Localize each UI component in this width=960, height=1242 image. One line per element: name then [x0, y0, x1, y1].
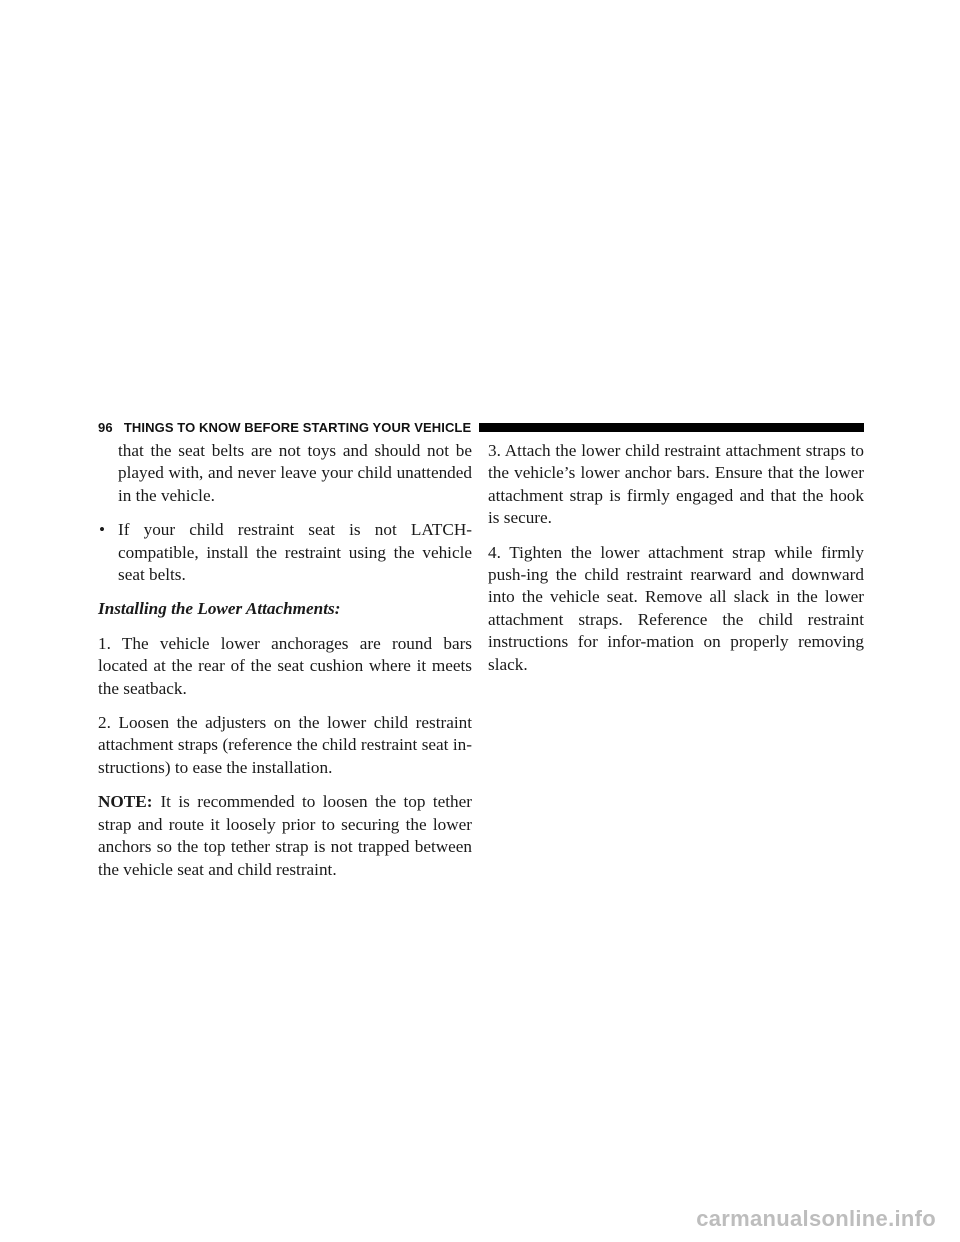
- page-number: 96: [98, 419, 113, 435]
- note-label: NOTE:: [98, 792, 153, 812]
- bullet-text: If your child restraint seat is not LATCH-compatible, install the restraint using the vehicle seat belts.: [118, 520, 472, 585]
- section-title: THINGS TO KNOW BEFORE STARTING YOUR VEHICLE: [123, 419, 472, 435]
- note-text: It is recommended to loosen the top tether strap and route it loosely prior to securing the lower anchors so the top tether strap is not trapped between the vehicle seat and child restraint.: [98, 792, 472, 879]
- subheading: Installing the Lower Attachments:: [98, 599, 341, 619]
- left-column: [98, 440, 472, 893]
- bullet-icon: •: [99, 520, 106, 540]
- note-paragraph: [98, 791, 472, 881]
- step-3-paragraph: 3. Attach the lower child restraint attachment straps to the vehicle’s lower anchor bars. Ensure that the lower attachment strap is firmly engaged and that the hook is secure.: [488, 441, 864, 528]
- step-4-paragraph: 4. Tighten the lower attachment strap while firmly push-ing the child restraint rearward and downward into the vehicle seat. Remove all slack in the lower attachment straps. Reference the child restraint instructions for infor-mation on properly removing slack.: [488, 542, 864, 674]
- step-1-paragraph: 1. The vehicle lower anchorages are round bars located at the rear of the seat cushion where it meets the seatback.: [98, 633, 472, 698]
- right-column: [488, 440, 864, 688]
- header-rule: [479, 423, 864, 432]
- page-header: [98, 417, 864, 437]
- watermark: carmanualsonline.info: [696, 1206, 936, 1231]
- continued-paragraph: that the seat belts are not toys and should not be played with, and never leave your child unattended in the vehicle.: [118, 441, 472, 505]
- step-2-paragraph: 2. Loosen the adjusters on the lower child restraint attachment straps (reference the child restraint seat in-structions) to ease the installation.: [98, 713, 472, 777]
- bullet-item: [98, 519, 472, 586]
